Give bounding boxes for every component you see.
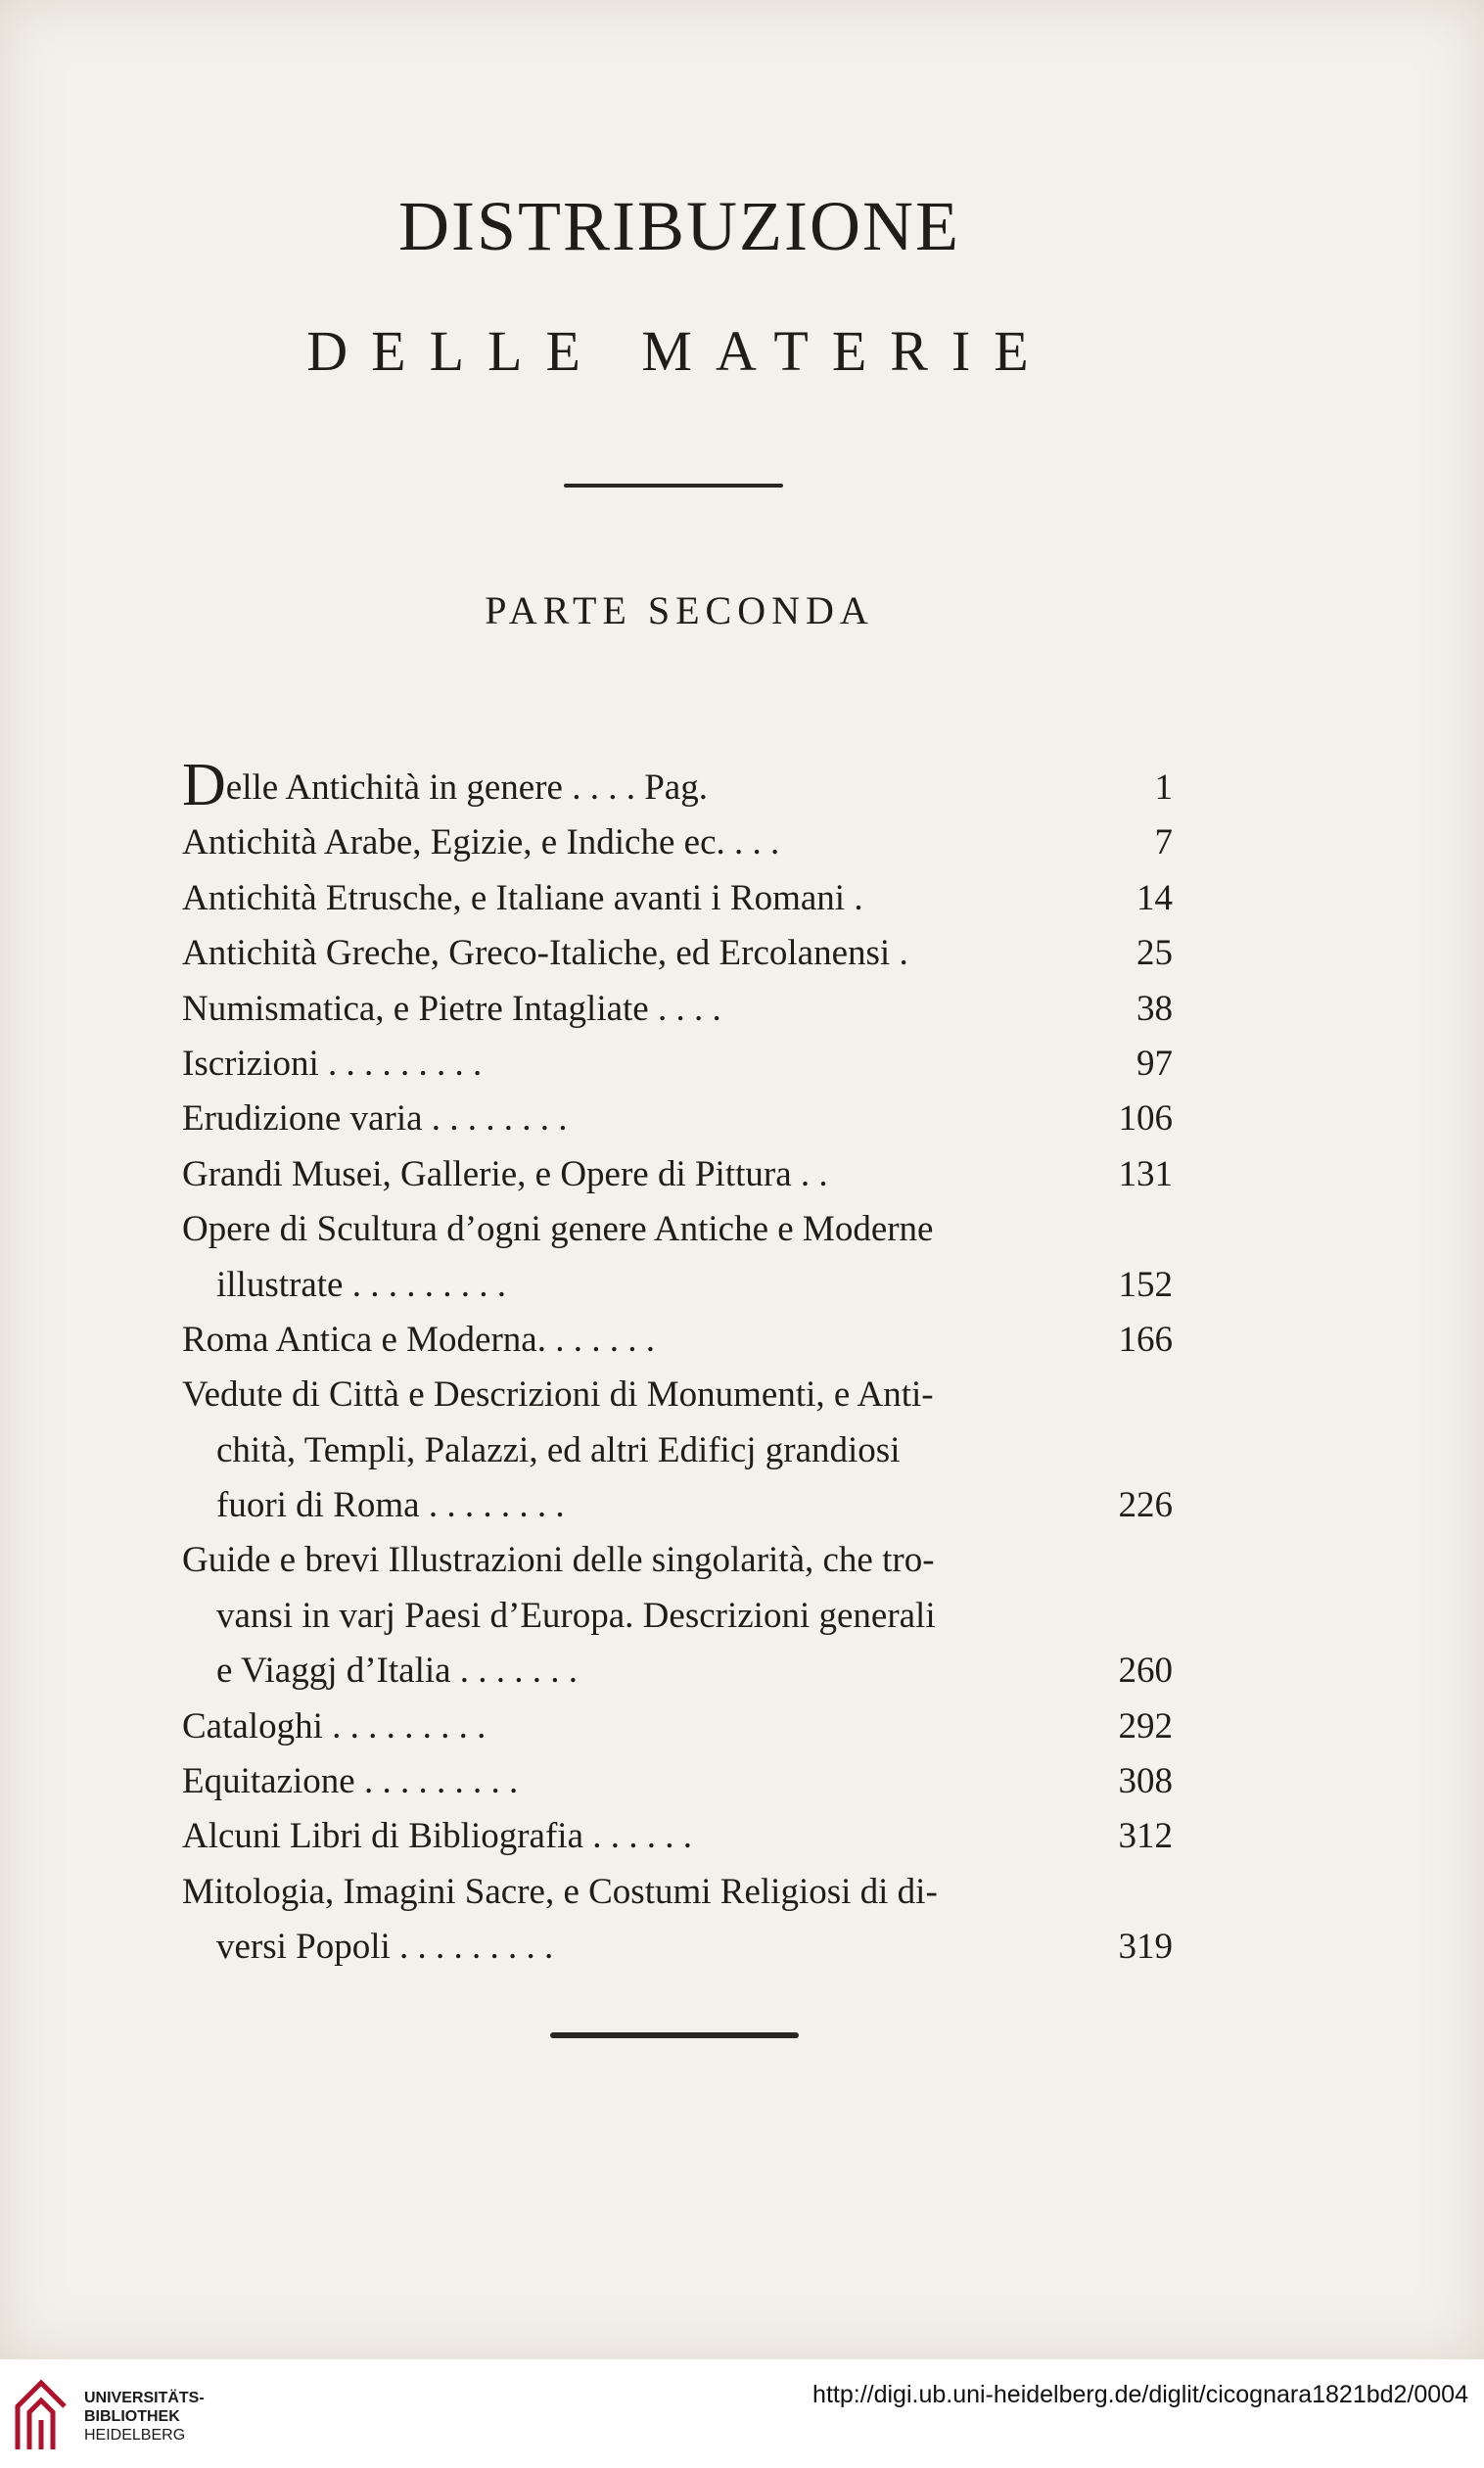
page-title: DISTRIBUZIONE (398, 187, 960, 265)
logo-line-2: BIBLIOTHEK (84, 2408, 180, 2425)
toc-page-number: 7 (1154, 822, 1173, 863)
toc-entry (182, 1037, 1173, 1092)
toc-entry-text: Roma Antica e Moderna. . . . . . . (182, 1319, 655, 1360)
toc-entry (182, 815, 1173, 870)
toc-page-number: 38 (1136, 988, 1173, 1029)
footer-bar (0, 2359, 1484, 2468)
toc-entry-text: Erudizione varia . . . . . . . . (182, 1098, 568, 1140)
toc-entry-text: Mitologia, Imagini Sacre, e Costumi Religiosi di di- (182, 1871, 938, 1912)
toc-entry (182, 1092, 1173, 1146)
toc-entry-line (182, 926, 1173, 981)
page-subtitle: DELLE MATERIE (306, 319, 1052, 383)
toc-entry-line (182, 1313, 1173, 1368)
toc-entry-line (182, 1037, 1173, 1092)
toc-entry-line (182, 1533, 1173, 1588)
toc-entry-text: Numismatica, e Pietre Intagliate . . . . (182, 988, 721, 1029)
table-of-contents (182, 752, 1173, 1976)
toc-entry-text: Alcuni Libri di Bibliografia . . . . . . (182, 1816, 692, 1857)
toc-entry-text: Iscrizioni . . . . . . . . . (182, 1043, 483, 1084)
toc-entry-line (182, 1147, 1173, 1202)
toc-entry-text: Vedute di Città e Descrizioni di Monumenti, e Anti- (182, 1374, 934, 1416)
toc-entry-text: Antichità Etrusche, e Italiane avanti i Romani . (182, 877, 863, 918)
toc-entry (182, 1368, 1173, 1533)
toc-entry-text: versi Popoli . . . . . . . . . (216, 1927, 554, 1968)
toc-entry-line (182, 982, 1173, 1037)
toc-entry-line (182, 1368, 1173, 1422)
toc-page-number: 312 (1118, 1816, 1173, 1857)
toc-entry-line (182, 815, 1173, 870)
logo-line-3: HEIDELBERG (84, 2427, 186, 2444)
toc-entry (182, 1700, 1173, 1754)
toc-page-number: 106 (1118, 1098, 1173, 1140)
toc-entry-line (182, 871, 1173, 926)
toc-entry-text: Delle Antichità in genere . . . . Pag. (182, 752, 708, 818)
toc-entry (182, 982, 1173, 1037)
toc-entry-text: vansi in varj Paesi d’Europa. Descrizioni generali (216, 1595, 936, 1636)
toc-entry-text: Opere di Scultura d’ogni genere Antiche e Moderne (182, 1209, 934, 1250)
toc-entry (182, 1754, 1173, 1809)
toc-entry-line (182, 1865, 1173, 1920)
toc-entry-line (182, 1202, 1173, 1257)
toc-entry-text: Guide e brevi Illustrazioni delle singolarità, che tro- (182, 1540, 935, 1581)
toc-entry-line (182, 1589, 1173, 1644)
toc-entry-line (182, 1092, 1173, 1146)
toc-entry (182, 1147, 1173, 1202)
toc-page-number: 319 (1118, 1927, 1173, 1968)
toc-entry-text: Antichità Greche, Greco-Italiche, ed Ercolanensi . (182, 933, 908, 974)
toc-entry (182, 1865, 1173, 1976)
toc-page-number: 131 (1118, 1153, 1173, 1194)
toc-entry-line (182, 1423, 1173, 1478)
ornamental-rule-bottom (550, 2032, 799, 2038)
toc-entry-line (182, 1809, 1173, 1864)
toc-entry (182, 871, 1173, 926)
toc-page-number: 292 (1118, 1705, 1173, 1746)
toc-entry-text: illustrate . . . . . . . . . (216, 1264, 506, 1305)
toc-entry-text: fuori di Roma . . . . . . . . (216, 1485, 565, 1526)
library-logo-text (84, 2389, 205, 2445)
toc-page-number: 25 (1136, 933, 1173, 974)
ornamental-rule-top (564, 484, 783, 488)
library-logo-icon (12, 2377, 70, 2455)
toc-entry (182, 752, 1173, 818)
toc-entry-text: Cataloghi . . . . . . . . . (182, 1705, 487, 1746)
toc-entry-text: chità, Templi, Palazzi, ed altri Edificj grandiosi (216, 1429, 901, 1470)
logo-line-1: UNIVERSITÄTS- (84, 2390, 205, 2406)
toc-entry-line (182, 752, 1173, 818)
toc-entry-line (182, 1258, 1173, 1313)
toc-entry-text: e Viaggj d’Italia . . . . . . . (216, 1651, 579, 1692)
toc-page-number: 97 (1136, 1043, 1173, 1084)
toc-entry-line (182, 1478, 1173, 1533)
toc-entry-text: Equitazione . . . . . . . . . (182, 1761, 519, 1802)
toc-entry-text: Antichità Arabe, Egizie, e Indiche ec. . . . (182, 822, 780, 863)
toc-entry (182, 1313, 1173, 1368)
toc-page-number: 152 (1118, 1264, 1173, 1305)
toc-page-number: 226 (1118, 1485, 1173, 1526)
toc-entry-line (182, 1700, 1173, 1754)
toc-entry (182, 1202, 1173, 1313)
toc-page-number: 260 (1118, 1651, 1173, 1692)
toc-page-number: 166 (1118, 1319, 1173, 1360)
toc-entry-line (182, 1920, 1173, 1975)
drop-cap: D (182, 752, 226, 818)
toc-entry (182, 1533, 1173, 1699)
toc-page-number: 14 (1136, 877, 1173, 918)
toc-page-number: 308 (1118, 1761, 1173, 1802)
toc-entry-line (182, 1754, 1173, 1809)
toc-entry (182, 1809, 1173, 1864)
toc-entry-line (182, 1644, 1173, 1699)
toc-entry-text: Grandi Musei, Gallerie, e Opere di Pittura . . (182, 1153, 828, 1194)
toc-entry (182, 926, 1173, 981)
source-url[interactable]: http://digi.ub.uni-heidelberg.de/diglit/cicognara1821bd2/0004 (812, 2381, 1468, 2408)
toc-page-number: 1 (1154, 768, 1173, 808)
part-heading: PARTE SECONDA (485, 588, 874, 632)
